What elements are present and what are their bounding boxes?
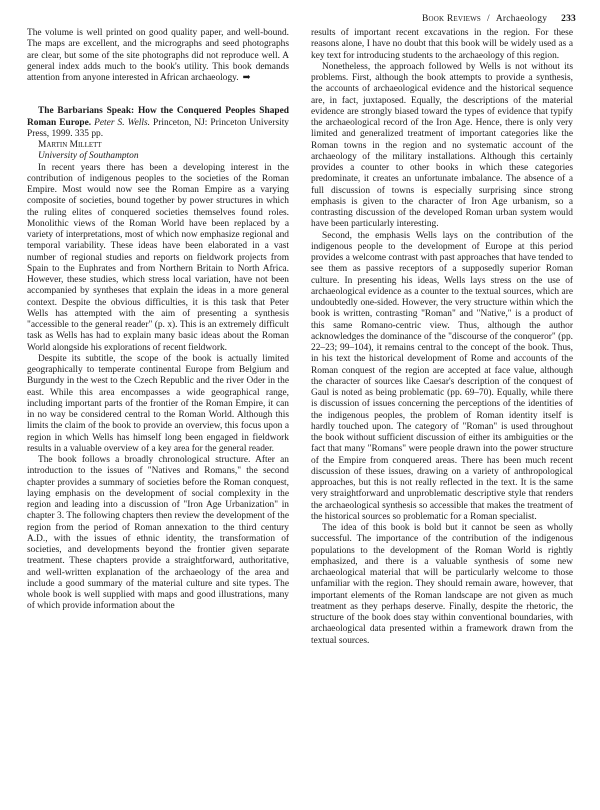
page-number: 233: [561, 14, 576, 24]
book-citation: [27, 106, 289, 140]
body-paragraph: results of important recent excavations in the region. For these reasons alone, I have no doubt that this book will be widely used as a key text for introducing students to the archaeology of this region.: [311, 28, 573, 61]
section-title: Book Reviews: [421, 14, 482, 24]
body-paragraph: Second, the emphasis Wells lays on the contribution of the indigenous people to the development of Europe at this period provides a welcome contrast with past approaches that have tended to see them as passive receptors of a supposedly superior Roman culture. In presenting his ideas, Wells lays stress on the use of archaeological evidence as a counter to the textual sources, which are undoubtedly one-sided. However, the very structure within which the book is written, contrasting "Roman" and "Native," is a product of this same Romano-centric view. Thus, although the author acknowledges the dominance of the "discourse of the conqueror" (pp. 22–23; 99–104), it remains central to the concept of the book. Thus, in his text the historical development of Rome and accounts of the Roman conquest of the region are accepted at face value, although the character of sources like Caesar's description of the conquest of Gaul is noted as being problematic (pp. 69–70). Equally, while there is discussion of issues concerning the perceptions of the identities of the indigenous peoples, the problem of Roman identity itself is hardly touched upon. The category of "Roman" is used throughout the book without sufficient discussion of either its ambiguities or the fact that many "Romans" were people drawn into the power structure of the Empire from conquered areas. There has been much recent discussion of these issues, drawing on a variety of anthropological approaches, but this is not really reflected in the text. It is the same very straightforward and unproblematic descriptive style that renders the archaeological synthesis so accessible that makes the treatment of the historical sources so problematic for a Roman specialist.: [311, 230, 573, 522]
header-separator: /: [487, 14, 490, 24]
body-paragraph: Nonetheless, the approach followed by Wells is not without its problems. First, although the book attempts to provide a synthesis, the accounts of archaeological evidence and the historical sequence are, in fact, juxtaposed. Equally, the descriptions of the material evidence are strongly biased toward the types of evidence that typify the archaeological record of the Iron Age. Hence, there is only very limited and generalized treatment of important categories like the Roman towns in the region and no systematic account of the archaeology of the military installations. Although this certainly provides a counter to other books in which these categories predominate, it creates an unfortunate imbalance. The absence of a full discussion of towns is especially surprising since strong emphasis is given to the character of Iron Age urbanism, so a contrasting discussion of the developed Roman urban system would have been particularly interesting.: [311, 61, 573, 230]
review-gap: [27, 84, 289, 106]
book-author: Peter S. Wells.: [94, 117, 150, 128]
body-paragraph: The book follows a broadly chronological structure. After an introduction to the issues of "Natives and Romans," the second chapter provides a summary of societies before the Roman conquest, laying emphasis on the development of social complexity in the region and leading into a discussion of "Iron Age Urbanization" in chapter 3. The following chapters then review the development of the region from the period of Roman annexation to the third century A.D., with the issues of ethnic identity, the transformation of societies, and developments beyond the frontier given separate treatment. These chapters provide a straightforward, authoritative, and well-written explanation of the archaeology of the area and include a good summary of the material culture and site types. The whole book is well supplied with maps and good illustrations, many of which provide information about the: [27, 455, 289, 612]
reviewer-name: Martin Millett: [38, 140, 102, 150]
body-paragraph: Despite its subtitle, the scope of the book is actually limited geographically to temperate continental Europe from Belgium and Burgundy in the west to the Czech Republic and the river Oder in the east. While this area encompasses a wide geographical range, including important parts of the frontier of the Roman Empire, it can in no way be considered central to the Roman World. Although this limits the claim of the book to provide an overview, this focus upon a region in which Wells has himself long been engaged in fieldwork results in a valuable overview of a key area for the general reader.: [27, 353, 289, 454]
book-title: The Barbarians Speak: How the Conquered Peoples Shaped Roman Europe.: [27, 106, 289, 128]
body-paragraph: The idea of this book is bold but it cannot be seen as wholly successful. The importance of the contribution of the indigenous populations to the development of the Roman World is rightly emphasized, and there is a valuable synthesis of some new archaeological material that will be particularly welcome to those unfamiliar with the region. They should remain aware, however, that important elements of the Roman landscape are not given as much treatment as they perhaps deserve. Finally, despite the rhetoric, the structure of the book does stay within conventional boundaries, with archaeological data presented within a framework drawn from the textual sources.: [311, 523, 573, 646]
subsection-title: Archaeology: [495, 14, 548, 24]
body-paragraph: In recent years there has been a developing interest in the contribution of indigenous peoples to the societies of the Roman Empire. Most would now see the Roman Empire as a varying composite of societies, bound together by power structures in which the ruling elites of conquered societies themselves found roles. Monolithic views of the Roman World have been replaced by a variety of interpretations, most of which now emphasize regional and temporal variability. These ideas have been elaborated in a vast number of regional studies and reports on fieldwork projects from Spain to the Euphrates and from Northern Britain to North Africa. However, these studies, which stress local variation, have not been accompanied by syntheses that explain the ideas in a more general context. Despite the obvious difficulties, it is this task that Peter Wells has attempted with the aim of presenting a synthesis "accessible to the general reader" (p. x). This is an extremely difficult task as Wells has had to explain many basic ideas about the Roman World alongside his explorations of recent fieldwork.: [27, 162, 289, 353]
right-column: [311, 28, 573, 647]
book-publisher: Princeton, NJ: Princeton University Press, 1999. 335 pp.: [27, 117, 289, 139]
end-of-review-arrow-icon: ➡: [242, 73, 251, 83]
running-head: [422, 14, 576, 24]
previous-review-ending: [27, 28, 289, 84]
reviewer-affiliation: University of Southampton: [38, 151, 139, 162]
left-column: [27, 28, 289, 613]
previous-review-text: The volume is well printed on good quality paper, and well-bound. The maps are excellent, and the micrographs and seed photographs are clear, but some of the site photographs did not reproduce well. A general index adds much to the book's utility. This book demands attention from anyone interested in African archaeology.: [27, 28, 289, 83]
